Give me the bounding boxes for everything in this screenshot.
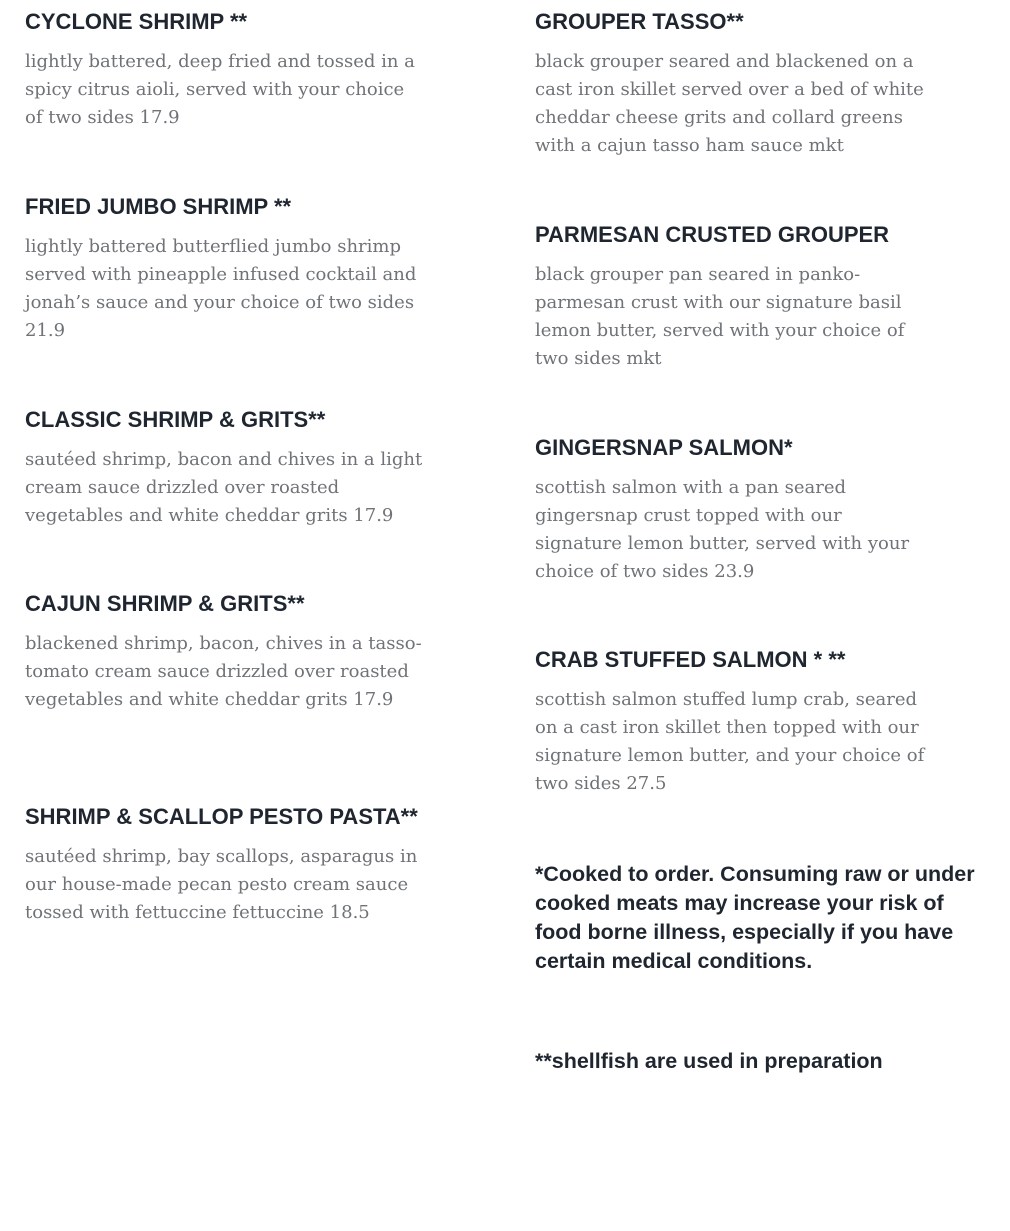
menu-item-title: CLASSIC SHRIMP & GRITS** (25, 407, 326, 432)
menu-item-description: black grouper seared and blackened on a cast iron skillet served over a bed of white cheddar cheese grits and collard greens with a cajun tasso ham sauce mkt (535, 51, 924, 156)
menu-item-gingersnap-salmon (535, 434, 927, 586)
menu-item-fried-jumbo-shrimp (25, 193, 425, 345)
menu-item-title: SHRIMP & SCALLOP PESTO PASTA** (25, 804, 418, 829)
menu-item-description: lightly battered, deep fried and tossed in a spicy citrus aioli, served with your choice of two sides 17.9 (25, 51, 415, 128)
menu-item-description: scottish salmon with a pan seared gingersnap crust topped with our signature lemon butter, served with your choice of two sides 23.9 (535, 477, 910, 582)
menu-item-description: sautéed shrimp, bacon and chives in a light cream sauce drizzled over roasted vegetables and white cheddar grits 17.9 (25, 449, 423, 526)
raw-food-warning: *Cooked to order. Consuming raw or under cooked meats may increase your risk of food borne illness, especially if you have certain medical conditions. (535, 862, 975, 973)
menu-item-classic-shrimp-grits (25, 406, 425, 530)
menu-item-title: CYCLONE SHRIMP ** (25, 9, 248, 34)
menu-item-title: CRAB STUFFED SALMON * ** (535, 647, 846, 672)
menu-item-shrimp-scallop-pesto-pasta (25, 803, 425, 927)
menu-item-title: CAJUN SHRIMP & GRITS** (25, 591, 305, 616)
menu-item-description: blackened shrimp, bacon, chives in a tasso-tomato cream sauce drizzled over roasted vegetables and white cheddar grits 17.9 (25, 633, 422, 710)
menu-item-crab-stuffed-salmon (535, 646, 927, 798)
menu-item-cajun-shrimp-grits (25, 590, 425, 714)
menu-item-title: GROUPER TASSO** (535, 9, 744, 34)
menu-item-description: sautéed shrimp, bay scallops, asparagus in our house-made pecan pesto cream sauce tossed with fettuccine fettuccine 18.5 (25, 846, 418, 923)
menu-item-parmesan-crusted-grouper (535, 221, 927, 373)
menu-item-grouper-tasso (535, 8, 927, 160)
shellfish-notice: **shellfish are used in preparation (535, 1049, 883, 1073)
menu-item-cyclone-shrimp (25, 8, 425, 132)
menu-item-title: PARMESAN CRUSTED GROUPER (535, 222, 890, 247)
menu-item-description: lightly battered butterflied jumbo shrimp served with pineapple infused cocktail and jonah’s sauce and your choice of two sides 21.9 (25, 236, 417, 341)
menu-item-description: black grouper pan seared in panko-parmesan crust with our signature basil lemon butter, served with your choice of two sides mkt (535, 264, 905, 369)
menu-item-description: scottish salmon stuffed lump crab, seared on a cast iron skillet then topped with our signature lemon butter, and your choice of two sides 27.5 (535, 689, 925, 794)
menu-item-title: FRIED JUMBO SHRIMP ** (25, 194, 292, 219)
menu-item-title: GINGERSNAP SALMON* (535, 435, 793, 460)
